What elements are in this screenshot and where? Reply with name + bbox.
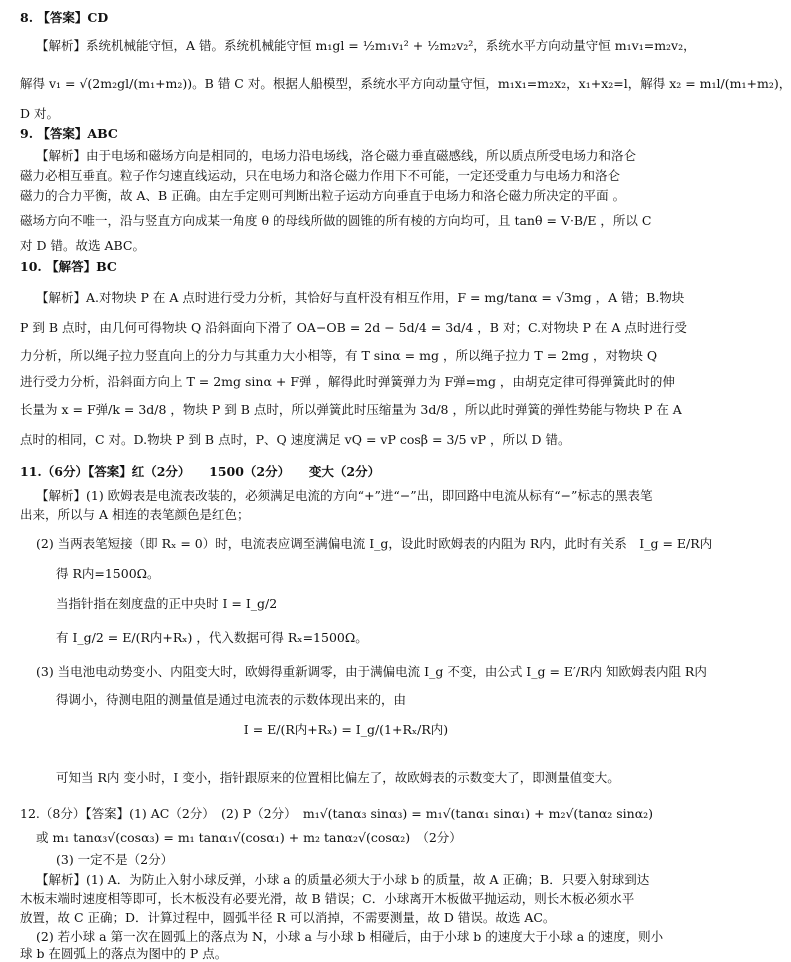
text-line: 【解析】(1) 欧姆表是电流表改装的，必须满足电流的方向“+”进“−”出，即回路中电流从标有“−”标志的黑表笔 [36, 488, 653, 503]
text-line: (2) 若小球 a 第一次在圆弧上的落点为 N，小球 a 与小球 b 相碰后，由于小球 b 的速度大于小球 a 的速度，则小 [36, 929, 664, 944]
text-line: 【解析】由于电场和磁场方向是相同的，电场力沿电场线，洛仑磁力垂直磁感线，所以质点所受电场力和洛仑 [36, 148, 637, 163]
text-line: 【解析】(1) A．为防止入射小球反弹，小球 a 的质量必须大于小球 b 的质量，故 A 正确；B．只要入射球到达 [36, 872, 650, 887]
text-line: 【解析】A.对物块 P 在 A 点时进行受力分析，其恰好与直杆没有相互作用，F = mg/tanα = √3mg ，A 错；B.物块 [36, 290, 685, 305]
text-line: 9. 【答案】ABC [20, 126, 118, 141]
text-line: (3) 当电池电动势变小、内阻变大时，欧姆得重新调零，由于满偏电流 I_g 不变，由公式 I_g = E′/R内 知欧姆表内阻 R内 [36, 664, 707, 679]
text-line: 磁场方向不唯一，沿与竖直方向成某一角度 θ 的母线所做的圆锥的所有棱的方向均可，且 tanθ = V·B/E ，所以 C [20, 213, 652, 228]
text-line: 球 b 在圆弧上的落点为图中的 P 点。 [20, 946, 228, 961]
text-line: 有 I_g/2 = E/(R内+Rₓ) ，代入数据可得 Rₓ=1500Ω。 [56, 630, 368, 645]
text-line: 当指针指在刻度盘的正中央时 I = I_g/2 [56, 596, 278, 611]
text-line: 可知当 R内 变小时，I 变小，指针跟原来的位置相比偏左了，故欧姆表的示数变大了，即测量值变大。 [56, 770, 620, 785]
text-line: 磁力的合力平衡，故 A、B 正确。由左手定则可判断出粒子运动方向垂直于电场力和洛仑磁力所决定的平面 。 [20, 188, 626, 203]
text-line: 【解析】系统机械能守恒，A 错。系统机械能守恒 m₁gl = ½m₁v₁² + ½m₂v₂²，系统水平方向动量守恒 m₁v₁=m₂v₂， [36, 38, 696, 53]
text-line: 放置，故 C 正确；D．计算过程中，圆弧半径 R 可以消掉，不需要测量，故 D 错误。故选 AC。 [20, 910, 556, 925]
text-line: 12.（8分）【答案】(1) AC（2分） (2) P（2分） m₁√(tanα₃ sinα₃) = m₁√(tanα₁ sinα₁) + m₂√(tanα₂ sinα₂) [20, 806, 654, 821]
text-line: P 到 B 点时，由几何可得物块 Q 沿斜面向下滑了 OA−OB = 2d − 5d/4 = 3d/4 ，B 对；C.对物块 P 在 A 点时进行受 [20, 320, 687, 335]
text-line: I = E/(R内+Rₓ) = I_g/(1+Rₓ/R内) [243, 722, 449, 737]
text-line: 磁力必相互垂直。粒子作匀速直线运动，只在电场力和洛仑磁力作用下不可能，一定还受重力与电场力和洛仑 [20, 168, 621, 183]
text-line: 力分析，所以绳子拉力竖直向上的分力与其重力大小相等，有 T sinα = mg ，所以绳子拉力 T = 2mg ，对物块 Q [20, 348, 658, 363]
text-line: 进行受力分析，沿斜面方向上 T = 2mg sinα + F弹 ，解得此时弹簧弹力为 F弹=mg ，由胡克定律可得弹簧此时的伸 [20, 374, 675, 389]
text-line: 长量为 x = F弹/k = 3d/8 ，物块 P 到 B 点时，所以弹簧此时压缩量为 3d/8 ，所以此时弹簧的弹性势能与物块 P 在 A [20, 402, 682, 417]
text-line: 得 R内=1500Ω。 [56, 566, 160, 581]
text-line: 点时的相同，C 对。D.物块 P 到 B 点时，P、Q 速度满足 vQ = vP cosβ = 3/5 vP ，所以 D 错。 [20, 432, 571, 447]
text-line: 或 m₁ tanα₃√(cosα₃) = m₁ tanα₁√(cosα₁) + m₂ tanα₂√(cosα₂) （2分） [36, 830, 462, 845]
text-line: 木板末端时速度相等即可，长木板没有必要光滑，故 B 错误；C．小球离开木板做平抛运动，则长木板必须水平 [20, 891, 635, 906]
text-line: (2) 当两表笔短接（即 Rₓ = 0）时，电流表应调至满偏电流 I_g，设此时欧姆表的内阻为 R内，此时有关系 I_g = E/R内 [36, 536, 713, 551]
text-line: D 对。 [20, 106, 59, 121]
text-line: 8. 【答案】CD [20, 10, 109, 25]
text-line: 得调小，待测电阻的测量值是通过电流表的示数体现出来的，由 [56, 692, 407, 707]
text-line: 11.（6分）【答案】红（2分） 1500（2分） 变大（2分） [20, 464, 381, 479]
text-line: 解得 v₁ = √(2m₂gl/(m₁+m₂))。B 错 C 对。根据人船模型，系统水平方向动量守恒，m₁x₁=m₂x₂，x₁+x₂=l，解得 x₂ = m₁l/(m₁+m₂)， [20, 76, 791, 91]
text-line: 对 D 错。故选 ABC。 [20, 238, 145, 253]
text-line: (3) 一定不是（2分） [56, 852, 174, 867]
text-line: 出来，所以与 A 相连的表笔颜色是红色； [20, 507, 250, 522]
text-line: 10. 【解答】BC [20, 259, 117, 274]
